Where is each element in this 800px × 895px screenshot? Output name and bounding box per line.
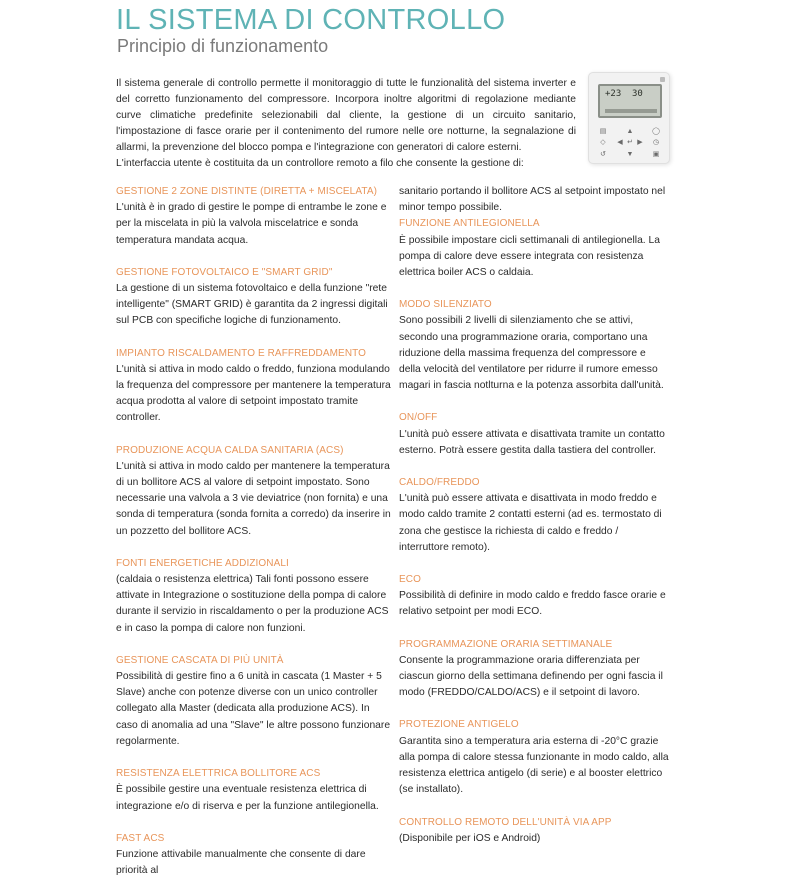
intro-block [116, 76, 576, 173]
enter-icon: ↵ [627, 139, 633, 146]
section-heading: GESTIONE 2 ZONE DISTINTE (DIRETTA + MISCELATA) [116, 186, 378, 197]
page-title: IL SISTEMA DI CONTROLLO [116, 4, 506, 36]
section-text: È possibile gestire una eventuale resistenza elettrica di integrazione e/o di riserva e per la funzione antilegionella. [116, 784, 379, 812]
section-two-zones [116, 184, 392, 249]
menu-button-icon: ▤ [599, 128, 607, 135]
section-text: Sono possibili 2 livelli di silenziamento che se attivi, secondo una programmazione oraria, comportano una riduzione della massima frequenza del compressore e della velocità del ventilatore per ridurre il rumore emesso magari in fascia notlturna e la potenza assorbita dall'unità. [399, 315, 664, 392]
right-arrow-icon: ▶ [637, 139, 643, 146]
down-arrow-icon: ▼ [626, 151, 634, 158]
power-icon: ◯ [652, 128, 660, 135]
section-text: Possibilità di gestire fino a 6 unità in cascata (1 Master + 5 Slave) anche con potenze diverse con un unico controller collegato alla Master (dedicata alla produzione ACS). In caso di anomalia ad una "Slave" le altre possono funzionare regolarmente. [116, 671, 391, 747]
section-heading: CONTROLLO REMOTO DELL'UNITÀ VIA APP [399, 816, 612, 828]
section-on-off [399, 410, 669, 459]
section-antilegionella [399, 216, 669, 281]
intro-paragraph: Il sistema generale di controllo permette il monitoraggio di tutte le funzionalità del sistema inverter e del corretto funzionamento del compressore. Incorpora inoltre algoritmi di regolazione mediante curve climatiche predefinite selezionabili dal cliente, la gestione di un circuito sanitario, l'impostazione di fasce orarie per il contenimento del rumore nelle ore notturne, la segnalazione di allarmi, la prevenzione del blocco pompa e l'integrazione con generatori di calore esterni. [116, 78, 576, 154]
section-heading: ON/OFF [399, 412, 438, 424]
section-antifreeze [399, 717, 669, 798]
section-heading: RESISTENZA ELETTRICA BOLLITORE ACS [116, 768, 321, 780]
section-heading: PROGRAMMAZIONE ORARIA SETTIMANALE [399, 638, 613, 650]
section-text: (Disponibile per iOS e Android) [399, 832, 541, 844]
lock-icon: ▣ [652, 151, 660, 158]
section-text: Consente la programmazione oraria differenziata per ciascun giorno della settimana definendo per ogni fascia il modo (FREDDO/CALDO/ACS) e il setpoint di lavoro. [399, 654, 663, 699]
controller-led-icon [660, 77, 665, 82]
section-additional-sources [116, 556, 392, 637]
back-icon: ↺ [600, 151, 606, 158]
section-heading: GESTIONE FOTOVOLTAICO E "SMART GRID" [116, 266, 333, 278]
section-eco [399, 572, 669, 621]
section-electric-resistance [116, 766, 392, 815]
section-text: La gestione di un sistema fotovoltaico e della funzione "rete intelligente" (SMART GRID) è garantita da 2 ingressi digitali sul PCB con specifiche logiche di funzionamento. [116, 283, 388, 327]
controller-right-reading: 30 [632, 89, 643, 99]
left-arrow-icon: ◀ [617, 139, 623, 146]
section-heading: CALDO/FREDDO [399, 477, 480, 489]
section-weekly-schedule [399, 637, 669, 702]
section-heading: FAST ACS [116, 832, 165, 844]
fast-acs-continuation: sanitario portando il bollitore ACS al setpoint impostato nel minor tempo possibile. [399, 186, 666, 214]
section-hot-cold [399, 475, 669, 556]
section-fast-acs [116, 831, 392, 880]
section-heading: FONTI ENERGETICHE ADDIZIONALI [116, 557, 289, 569]
mode-button-icon: ◇ [600, 139, 606, 146]
section-silent-mode [399, 297, 669, 394]
section-text: Funzione attivabile manualmente che consente di dare priorità al [116, 848, 366, 877]
section-text: L'unità si attiva in modo caldo o freddo, funziona modulando la frequenza del compressore per mantenere la temperatura acqua prodotta al valore di setpoint impostato tramite controller. [116, 363, 391, 424]
right-column [399, 184, 669, 863]
section-heading: FUNZIONE ANTILEGIONELLA [399, 218, 540, 230]
remote-controller-image [588, 72, 670, 164]
section-text: È possibile impostare cicli settimanali di antilegionella. La pompa di calore deve essere integrata con resistenza elettrica boiler ACS o caldaia. [399, 234, 660, 279]
section-cascade [116, 653, 392, 750]
section-heading: GESTIONE CASCATA DI PIÙ UNITÀ [116, 654, 284, 666]
section-heading: MODO SILENZIATO [399, 299, 492, 311]
page-subtitle: Principio di funzionamento [117, 36, 329, 56]
section-text: L'unità può essere attivata e disattivata tramite un contatto esterno. Potrà essere gestita dalla tastiera del controller. [399, 428, 665, 456]
section-text: Possibilità di definire in modo caldo e freddo fasce orarie e relativo setpoint per modi ECO. [399, 590, 666, 618]
section-remote-app [399, 815, 669, 847]
section-heading: IMPIANTO RISCALDAMENTO E RAFFREDDAMENTO [116, 347, 367, 359]
left-column [116, 184, 392, 895]
section-heading: ECO [399, 574, 421, 586]
up-arrow-icon: ▲ [626, 128, 634, 135]
section-text: Garantita sino a temperatura aria esterna di -20°C grazie alla pompa di calore stessa funzionante in modo caldo, alla resistenza elettrica antigelo (di serie) e al booster elettrico (se installato). [399, 735, 669, 796]
section-text: L'unità può essere attivata e disattivata in modo freddo e modo caldo tramite 2 contatti esterni (ad es. termostato di zona che gestisce la richiesta di caldo e freddo / interruttore remoto). [399, 493, 662, 553]
section-photovoltaic [116, 265, 392, 330]
section-heading: PRODUZIONE ACQUA CALDA SANITARIA (ACS) [116, 444, 344, 456]
controller-display [598, 84, 662, 118]
section-text: (caldaia o resistenza elettrica) Tali fonti possono essere attivate in Integrazione o sostituzione della pompa di calore durante il servizio in riscaldamento o per la produzione ACS e in caso la pompa di calore non funzioni. [116, 574, 389, 634]
section-heating-cooling [116, 346, 392, 427]
section-text: L'unità si attiva in modo caldo per mantenere la temperatura di un bollitore ACS al valore di setpoint impostato. Sono necessarie una valvola a 3 vie deviatrice (non fornita) e una sonda di temperatura (sonda fornita a corredo) da inserire in un pozzetto del bollitore ACS. [116, 460, 391, 537]
controller-status-bar [605, 109, 657, 113]
section-heading: PROTEZIONE ANTIGELO [399, 719, 519, 731]
controller-left-reading: +23 [605, 89, 622, 99]
section-text: L'unità è in grado di gestire le pompe di entrambe le zone e per la miscelata in più la valvola miscelatrice e sonda temperatura mandata acqua. [116, 202, 387, 246]
section-hot-water [116, 443, 392, 540]
timer-icon: ◷ [652, 139, 660, 146]
intro-paragraph-2: L'interfaccia utente è costituita da un controllore remoto a filo che consente la gestione di: [116, 158, 524, 170]
